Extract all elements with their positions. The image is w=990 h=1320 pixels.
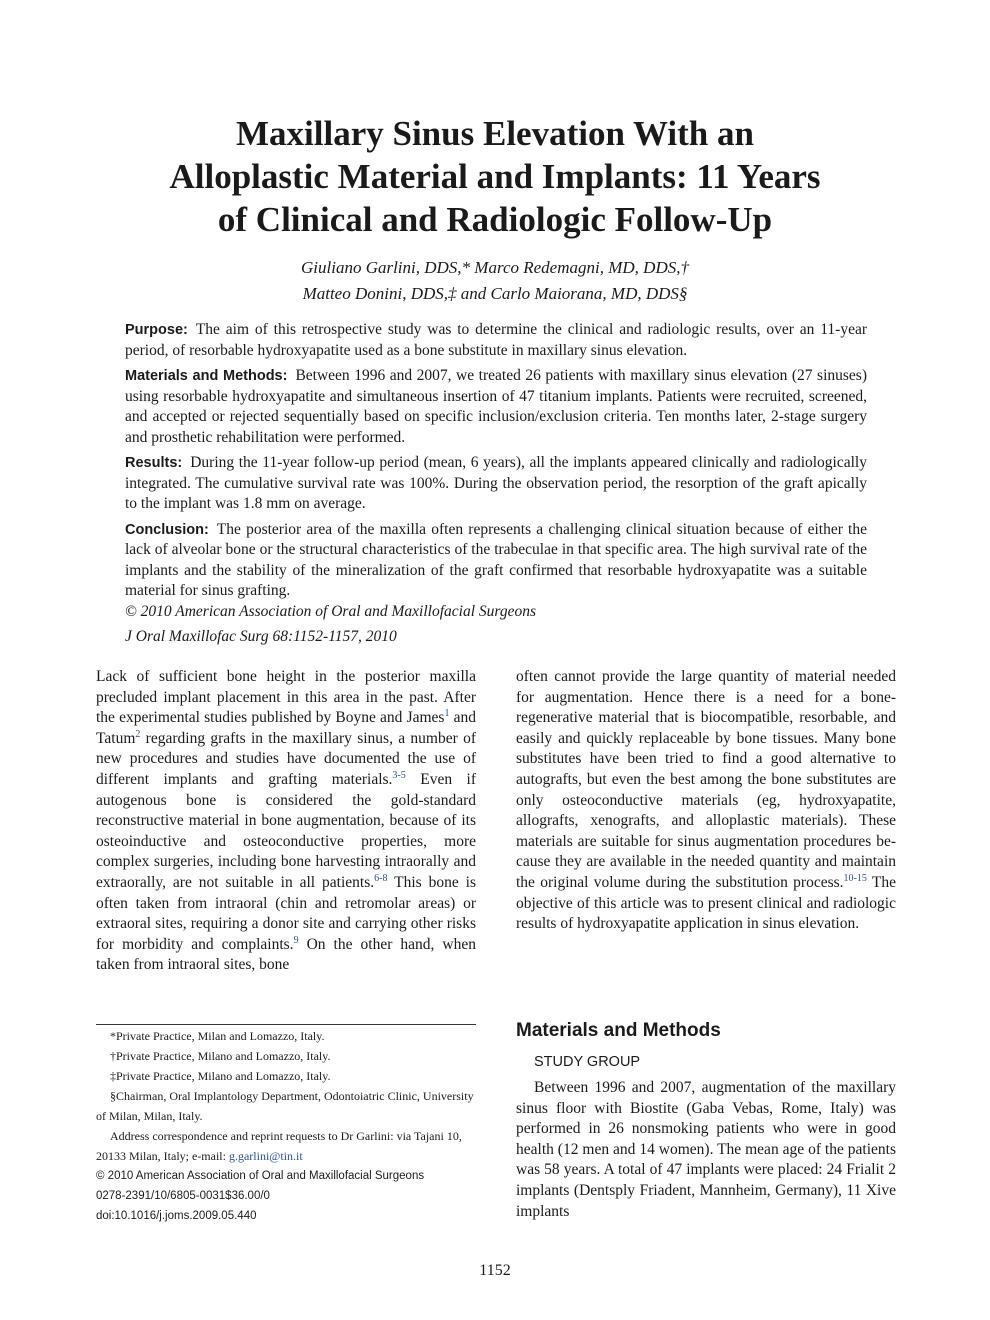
section-heading: Materials and Methods <box>516 1020 721 1041</box>
reference-link[interactable]: 6-8 <box>374 872 388 884</box>
intro-text: often cannot provide the large quantity of material needed for augmentation. Hence there is a need for a bone-regenerative material that is biocompatible, resorbable, and easily and quickly replaceable by bone tissues. Many bone substitutes have been tried to find a good alternative to autografts, but even the best among the bone substitutes are only osteoconductive materials (eg, hydroxyapatite, allografts, xenografts, and alloplastic materials). These materials are suitable for sinus augmentation procedures because they are available in the needed quantity and maintain the original volume during the substitution process. <box>516 668 896 891</box>
purpose-text: The aim of this retrospective study was to determine the clinical and radiologic results, over an 11-year period, of resorbable hydroxyapatite used as a bone substitute in maxillary sinus elevation. <box>125 321 867 359</box>
methods-label: Materials and Methods: <box>125 368 288 384</box>
purpose-label: Purpose: <box>125 322 188 338</box>
results-text: During the 11-year follow-up period (mean, 6 years), all the implants appeared clinically and radiologically integrated. The cumulative survival rate was 100%. During the observation period, the resorption of the graft apically to the implant was 1.8 mm on average. <box>125 454 867 512</box>
page-number: 1152 <box>479 1262 511 1279</box>
conclusion-text: The posterior area of the maxilla often represents a challenging clinical situation because of either the lack of alveolar bone or the structural characteristics of the trabeculae in that specific area. The high survival rate of the implants and the stability of the mineralization of the graft confirmed that resorbable hydroxyapatite was a suitable material for sinus grafting. <box>125 520 867 599</box>
article-title <box>60 112 930 241</box>
abstract-methods <box>125 366 867 448</box>
footnote: ‡Private Practice, Milano and Lomazzo, Italy. <box>110 1069 331 1083</box>
intro-text: Even if autogenous bone is considered the gold-standard reconstructive material in bone augmentation, because of its osteoinductive and osteoconductive properties, more complex surgeries, including bone harvesting intraorally and extraorally, are not suitable in all patients. <box>96 770 476 891</box>
title-line: Maxillary Sinus Elevation With an <box>236 114 754 153</box>
email-link[interactable]: g.garlini@tin.it <box>228 1149 303 1163</box>
intro-column-right <box>516 667 896 935</box>
footnotes <box>96 1026 476 1226</box>
results-label: Results: <box>125 455 183 471</box>
reference-link[interactable]: 1 <box>444 708 450 720</box>
title-line: of Clinical and Radiologic Follow-Up <box>217 200 773 239</box>
abstract-results <box>125 453 867 515</box>
methods-text: Between 1996 and 2007, we treated 26 patients with maxillary sinus elevation (27 sinuses) using resorbable hydroxyapatite and simultaneous insertion of 47 titanium implants. Patients were recruited, screened, and accepted or rejected sequentially based on specific inclusion/exclusion criteria. Ten months later, 2-stage surgery and prosthetic rehabilitation were performed. <box>125 367 867 446</box>
intro-column-left <box>96 667 476 976</box>
methods-section <box>516 1020 896 1222</box>
footnote-issn: 0278-2391/10/6805-0031$36.00/0 <box>96 1190 270 1202</box>
author-line: Matteo Donini, DDS,‡ and Carlo Maiorana, MD, DDS§ <box>302 284 688 303</box>
intro-text: This bone is often taken from intraoral (chin and retromolar areas) or extraoral sites, requiring a donor site and carrying other risks for morbidity and complaints. <box>96 873 476 953</box>
footnote: †Private Practice, Milano and Lomazzo, Italy. <box>110 1049 331 1063</box>
author-line: Giuliano Garlini, DDS,* Marco Redemagni, MD, DDS,† <box>301 258 689 277</box>
abstract <box>125 320 867 653</box>
intro-text: regarding grafts in the maxillary sinus, a number of new procedures and studies have documented the use of different implants and grafting materials. <box>96 729 476 788</box>
title-line: Alloplastic Material and Implants: 11 Years <box>169 157 821 196</box>
intro-text: and Tatum <box>96 709 476 747</box>
reference-link[interactable]: 2 <box>135 728 141 740</box>
abstract-copyright: © 2010 American Association of Oral and Maxillofacial Surgeons <box>125 602 537 620</box>
subsection-heading: STUDY GROUP <box>534 1054 641 1070</box>
author-list <box>60 255 930 307</box>
intro-text: The objective of this article was to present clinical and radiologic results of hydroxyapatite application in sinus elevation. <box>516 873 896 933</box>
reference-link[interactable]: 9 <box>293 934 299 946</box>
footnote-doi: doi:10.1016/j.joms.2009.05.440 <box>96 1210 257 1222</box>
abstract-citation: J Oral Maxillofac Surg 68:1152-1157, 2010 <box>125 628 397 645</box>
abstract-purpose <box>125 320 867 361</box>
conclusion-label: Conclusion: <box>125 521 209 538</box>
reference-link[interactable]: 10-15 <box>843 872 867 884</box>
intro-paragraph: Lack of sufficient bone height in the posterior maxilla precluded implant placement in this area in the past. After the experimental studies published by Boyne and James$^1$ and Tatum$^2$ regarding grafts in the maxillary sinus, a number of new procedures and studies have documented the use of different implants and grafting materials.$^{3-5}$ Even if autogenous bone is considered the gold-standard reconstructive material in bone augmentation, because of its osteoinductive and osteoconductive properties, more complex surgeries, including bone harvesting intraorally and extraorally, are not suitable in all patients.$^{6-8}$ This bone is often taken from intraoral (chin and retromolar areas) or extraoral sites, requiring a donor site and carrying other risks for morbidity and complaints.$^9$ On the other hand, when taken from intraoral sites, bone <box>96 668 476 974</box>
footnote: *Private Practice, Milan and Lomazzo, Italy. <box>110 1029 325 1043</box>
correspondence-text: Address correspondence and reprint requests to Dr Garlini: via Tajani 10, 20133 Milan, Italy; e-mail: <box>96 1129 462 1163</box>
footnote-divider <box>96 1024 476 1025</box>
abstract-conclusion <box>125 520 867 602</box>
methods-paragraph: Between 1996 and 2007, augmentation of the maxillary sinus floor with Biostite (Gaba Vebas, Rome, Italy) was performed in 26 nonsmoking patients who were in good health (12 men and 14 women). The mean age of the patients was 58 years. A total of 47 implants were placed: 24 Frialit 2 implants (Dentsply Friadent, Mannheim, Germany), 11 Xive implants <box>516 1079 896 1220</box>
correspondence-note <box>96 1126 476 1166</box>
footnote: §Chairman, Oral Implantology Department, Odontoiatric Clinic, University of Milan, Milan, Italy. <box>96 1089 474 1123</box>
intro-text: Lack of sufficient bone height in the posterior maxilla precluded implant placement in this area in the past. After the experimental studies published by Boyne and James <box>96 668 476 727</box>
footnote-copyright: © 2010 American Association of Oral and Maxillofacial Surgeons <box>96 1170 425 1182</box>
intro-paragraph-continued <box>516 667 896 935</box>
reference-link[interactable]: 3-5 <box>392 769 406 781</box>
